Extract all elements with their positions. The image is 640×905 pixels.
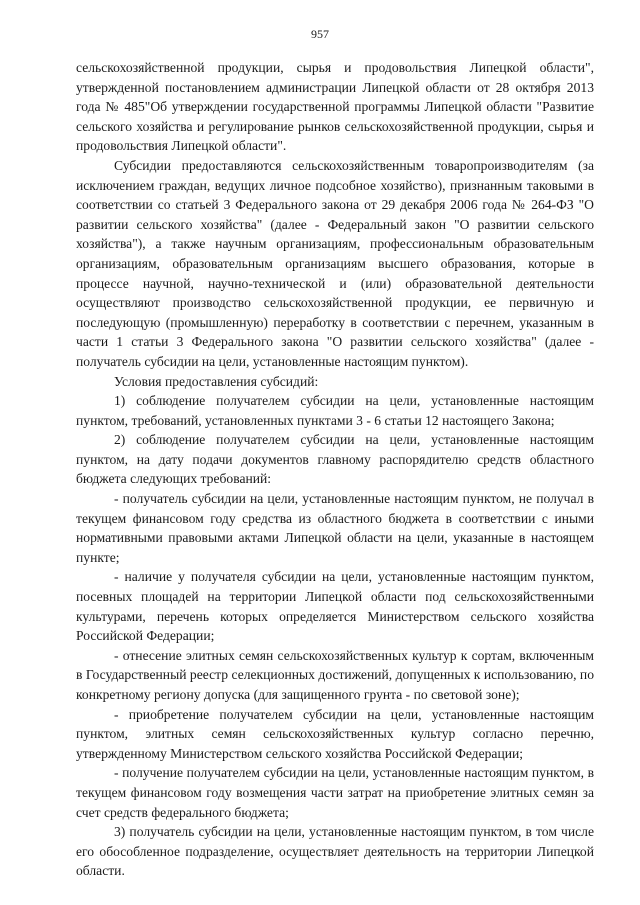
document-body bbox=[76, 58, 594, 881]
paragraph-condition-3: 3) получатель субсидии на цели, установленные настоящим пунктом, в том числе его обособленное подразделение, осуществляет деятельность на территории Липецкой области. bbox=[76, 824, 594, 879]
paragraph-recipients: Субсидии предоставляются сельскохозяйственным товаропроизводителям (за исключением граждан, ведущих личное подсобное хозяйство), признанным таковыми в соответствии со статьей 3 Федерального закона от 29 декабря 2006 года № 264-ФЗ "О развитии сельского хозяйства" (далее - Федеральный закон "О развитии сельского хозяйства"), а также научным организациям, профессиональным образовательным организациям, образовательным организациям высшего образования, которые в процессе научной, научно-технической и (или) образовательной деятельности осуществляют производство сельскохозяйственной продукции, ее первичную и последующую (промышленную) переработку в соответствии с перечнем, указанным в части 1 статьи 3 Федерального закона "О развитии сельского хозяйства" (далее - получатель субсидии на цели, установленные настоящим пунктом). bbox=[76, 157, 594, 369]
paragraph-program-reference: сельскохозяйственной продукции, сырья и продовольствия Липецкой области", утвержденной постановлением администрации Липецкой области от 28 октября 2013 года № 485"Об утверждении государственной программы Липецкой области "Развитие сельского хозяйства и регулирование рынков сельскохозяйственной продукции, сырья и продовольствия Липецкой области". bbox=[76, 60, 594, 154]
paragraph-conditions-heading: Условия предоставления субсидий: bbox=[114, 373, 319, 389]
paragraph-condition-1: 1) соблюдение получателем субсидии на цели, установленные настоящим пунктом, требований, установленных пунктами 3 - 6 статьи 12 настоящего Закона; bbox=[76, 393, 594, 428]
paragraph-requirement-4: - приобретение получателем субсидии на цели, установленные настоящим пунктом, элитных семян сельскохозяйственных культур согласно перечню, утвержденному Министерством сельского хозяйства Российской Федерации; bbox=[76, 706, 594, 761]
paragraph-condition-2: 2) соблюдение получателем субсидии на цели, установленные настоящим пунктом, на дату подачи документов главному распорядителю средств областного бюджета следующих требований: bbox=[76, 432, 594, 487]
paragraph-requirement-2: - наличие у получателя субсидии на цели, установленные настоящим пунктом, посевных площадей на территории Липецкой области под сельскохозяйственными культурами, перечень которых определяется Министерством сельского хозяйства Российской Федерации; bbox=[76, 569, 594, 644]
paragraph-requirement-1: - получатель субсидии на цели, установленные настоящим пунктом, не получал в текущем финансовом году средства из областного бюджета в соответствии с иными нормативными правовыми актами Липецкой области на цели, указанные в настоящем пункте; bbox=[76, 491, 594, 565]
paragraph-requirement-3: - отнесение элитных семян сельскохозяйственных культур к сортам, включенным в Государственный реестр селекционных достижений, допущенных к использованию, по конкретному региону допуска (для защищенного грунта - по световой зоне); bbox=[76, 647, 594, 702]
page-number: 957 bbox=[311, 27, 329, 41]
paragraph-requirement-5: - получение получателем субсидии на цели, установленные настоящим пунктом, в текущем финансовом году возмещения части затрат на приобретение элитных семян за счет средств федерального бюджета; bbox=[76, 765, 594, 820]
